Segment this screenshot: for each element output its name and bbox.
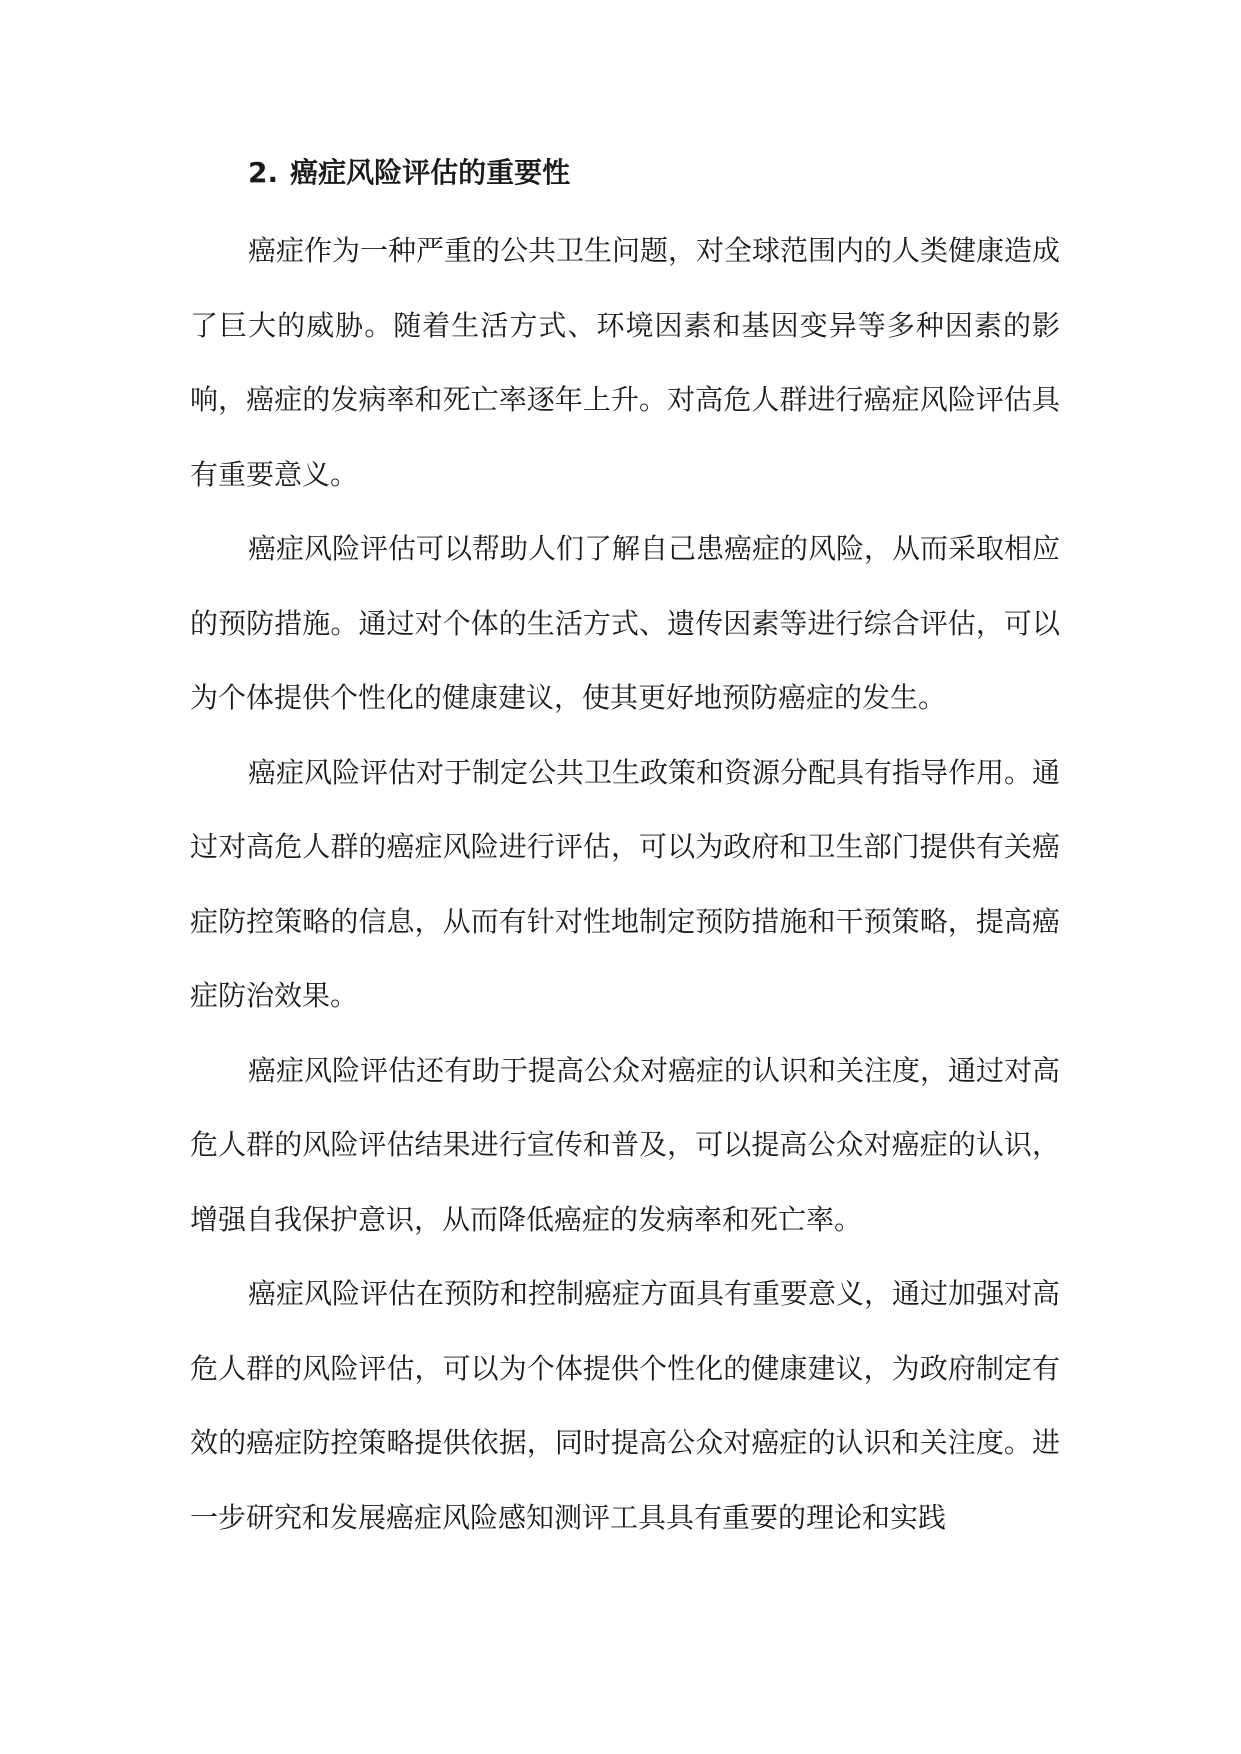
paragraph: 癌症作为一种严重的公共卫生问题，对全球范围内的人类健康造成了巨大的威胁。随着生活方式、环境因素和基因变异等多种因素的影响，癌症的发病率和死亡率逐年上升。对高危人群进行癌症风险评估具有重要意义。 bbox=[190, 234, 1061, 491]
section-title: 癌症风险评估的重要性 bbox=[290, 156, 571, 189]
section-number: 2. bbox=[248, 156, 279, 189]
paragraph: 癌症风险评估在预防和控制癌症方面具有重要意义，通过加强对高危人群的风险评估，可以为个体提供个性化的健康建议，为政府制定有效的癌症防控策略提供依据，同时提高公众对癌症的认识和关注度。进一步研究和发展癌症风险感知测评工具具有重要的理论和实践 bbox=[190, 1277, 1061, 1534]
section-heading bbox=[248, 138, 1060, 208]
paragraph: 癌症风险评估可以帮助人们了解自己患癌症的风险，从而采取相应的预防措施。通过对个体的生活方式、遗传因素等进行综合评估，可以为个体提供个性化的健康建议，使其更好地预防癌症的发生。 bbox=[190, 532, 1061, 714]
paragraph: 癌症风险评估还有助于提高公众对癌症的认识和关注度，通过对高危人群的风险评估结果进行宣传和普及，可以提高公众对癌症的认识，增强自我保护意识，从而降低癌症的发病率和死亡率。 bbox=[190, 1053, 1061, 1236]
document-page bbox=[190, 138, 1060, 1555]
paragraph: 癌症风险评估对于制定公共卫生政策和资源分配具有指导作用。通过对高危人群的癌症风险进行评估，可以为政府和卫生部门提供有关癌症防控策略的信息，从而有针对性地制定预防措施和干预策略，提高癌症防治效果。 bbox=[190, 755, 1061, 1012]
